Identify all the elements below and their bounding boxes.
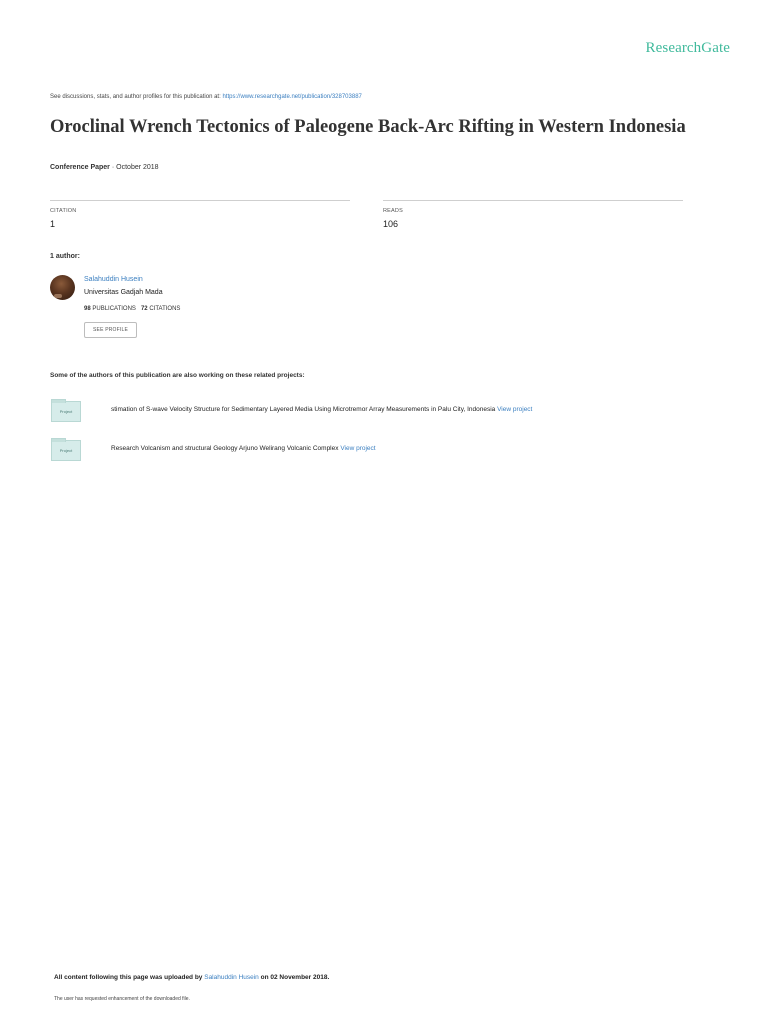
publication-meta <box>50 164 159 171</box>
upload-prefix: All content following this page was uploaded by <box>54 974 205 981</box>
divider-reads <box>383 200 683 201</box>
see-profile-button[interactable]: SEE PROFILE <box>84 322 137 338</box>
discuss-line <box>50 94 362 100</box>
author-avatar[interactable] <box>50 275 75 300</box>
citations-label: CITATIONS <box>149 306 181 312</box>
citations-count: 72 <box>140 306 148 312</box>
author-institution: Universitas Gadjah Mada <box>84 289 163 296</box>
project-title: stimation of S-wave Velocity Structure for Sedimentary Layered Media Using Microtremor Array Measurements in Palu City, Indonesia <box>111 406 496 413</box>
project-icon-label: Project <box>59 448 73 453</box>
citation-value: 1 <box>50 219 56 229</box>
project-folder-icon <box>51 440 81 461</box>
reads-label: READS <box>383 208 403 214</box>
divider-citation <box>50 200 350 201</box>
uploader-link[interactable]: Salahuddin Husein <box>204 974 259 981</box>
publication-date: October 2018 <box>116 164 159 171</box>
view-project-link[interactable]: View project <box>497 406 533 413</box>
meta-separator: · <box>109 164 117 171</box>
project-item <box>111 445 376 452</box>
project-folder-icon <box>51 401 81 422</box>
publications-label: PUBLICATIONS <box>92 306 136 312</box>
projects-heading: Some of the authors of this publication are also working on these related projects: <box>50 372 305 379</box>
project-title: Research Volcanism and structural Geology Arjuno Welirang Volcanic Complex <box>111 445 339 452</box>
publications-count: 98 <box>84 306 91 312</box>
discuss-text: See discussions, stats, and author profiles for this publication at: <box>50 94 223 100</box>
project-item <box>111 406 532 413</box>
publication-title: Oroclinal Wrench Tectonics of Paleogene Back-Arc Rifting in Western Indonesia <box>50 117 686 137</box>
upload-suffix: on 02 November 2018. <box>258 974 330 981</box>
author-stats <box>84 306 180 312</box>
project-icon-label: Project <box>59 409 73 414</box>
view-project-link[interactable]: View project <box>340 445 376 452</box>
publication-type: Conference Paper <box>50 164 110 171</box>
authors-heading: 1 author: <box>50 253 80 260</box>
download-note: The user has requested enhancement of the downloaded file. <box>54 996 190 1002</box>
upload-info <box>54 974 329 981</box>
reads-value: 106 <box>383 219 399 229</box>
citation-label: CITATION <box>50 208 77 214</box>
author-name-link[interactable]: Salahuddin Husein <box>84 276 143 283</box>
publication-url-link[interactable]: https://www.researchgate.net/publication/328703887 <box>222 94 362 100</box>
researchgate-logo[interactable]: ResearchGate <box>645 40 730 56</box>
